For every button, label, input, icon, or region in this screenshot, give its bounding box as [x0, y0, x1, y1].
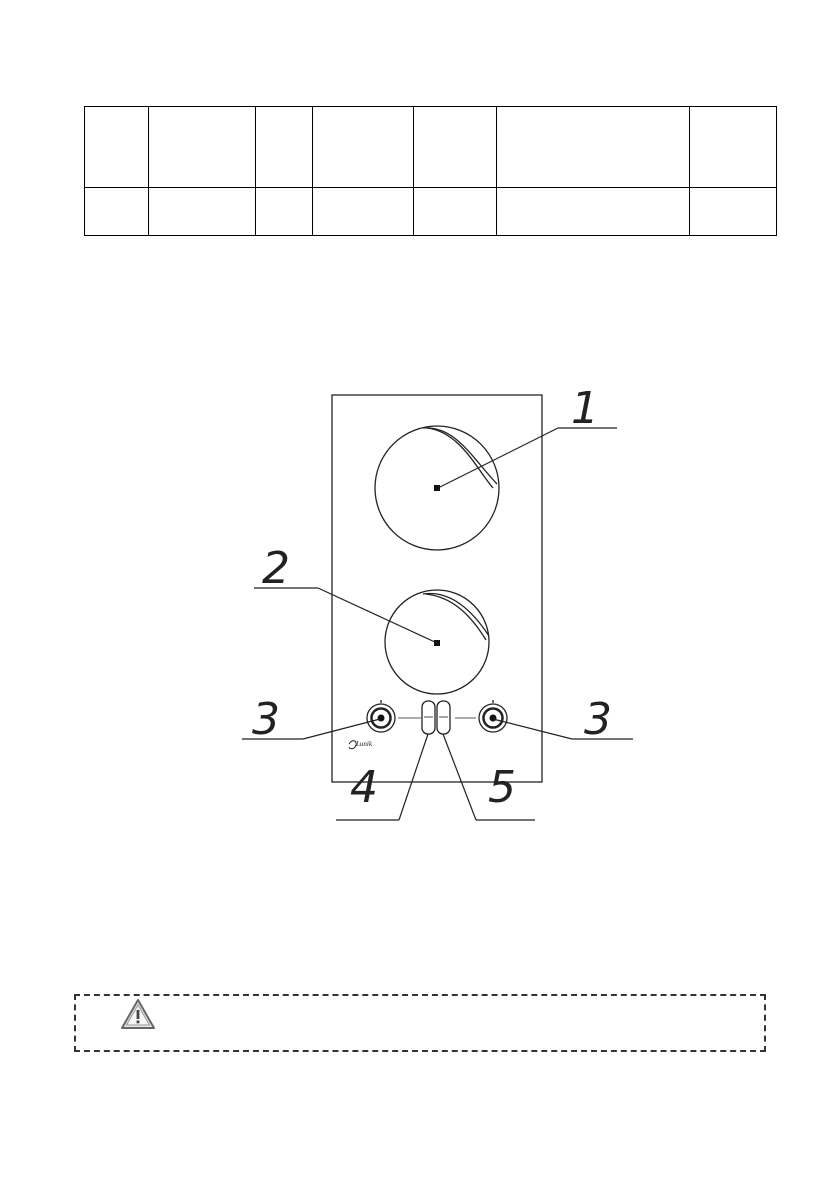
callout-4: 4	[350, 762, 378, 813]
svg-text:Lunik: Lunik	[356, 740, 372, 748]
callout-3-left: 3	[252, 694, 280, 745]
warning-triangle-icon	[120, 998, 156, 1030]
left-control-knob	[367, 700, 421, 732]
callout-3-right: 3	[584, 694, 612, 745]
warning-box	[74, 994, 766, 1052]
indicator-light-left	[422, 701, 435, 734]
indicator-light-right	[437, 701, 450, 734]
right-control-knob	[455, 700, 507, 732]
callout-2: 2	[262, 543, 290, 594]
callout-1: 1	[571, 383, 599, 434]
brand-logo	[349, 740, 373, 749]
callout-5: 5	[488, 762, 516, 813]
